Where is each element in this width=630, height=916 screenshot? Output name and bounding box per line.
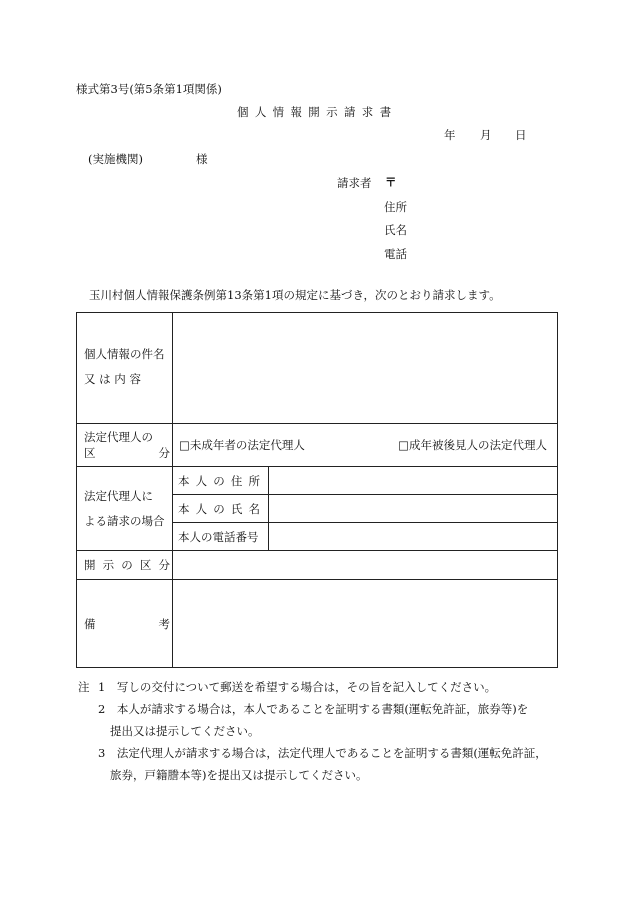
intro-text: 玉川村個人情報保護条例第13条第1項の規定に基づき，次のとおり請求します。 (89, 288, 501, 302)
checkbox-adult-ward-guardian[interactable]: □成年被後見人の法定代理人 (398, 438, 547, 452)
agent-request-label-cell (77, 467, 173, 551)
note-1-text: 1 写しの交付について郵送を希望する場合は，その旨を記入してください。 (98, 680, 497, 694)
requester-address-label: 住所 (384, 200, 407, 214)
postal-mark: 〒 (385, 175, 397, 189)
note-2-line2: 提出又は提示してください。 (110, 724, 260, 738)
disclosure-type-row (77, 551, 558, 580)
disclosure-type-label: 開 示 の 区 分 (77, 551, 173, 580)
remarks-row (77, 580, 558, 668)
subject-row (77, 313, 558, 424)
agent-type-label-cell (77, 424, 173, 467)
agent-type-label-line2: 区 分 (84, 446, 170, 460)
remarks-field[interactable] (173, 580, 558, 668)
remarks-label: 備 考 (77, 580, 173, 668)
requester-phone-label: 電話 (384, 247, 407, 261)
checkbox-minor-guardian[interactable]: □未成年者の法定代理人 (179, 438, 305, 452)
date-year-label: 年 (444, 128, 456, 142)
agent-request-label-line2: よる請求の場合 (84, 513, 165, 528)
note-3-line1: 3 法定代理人が請求する場合は，法定代理人であることを証明する書類(運転免許証， (98, 746, 547, 760)
principal-phone-label: 本人の電話番号 (173, 523, 269, 551)
principal-name-field[interactable] (269, 495, 558, 523)
form-number: 様式第3号(第5条第1項関係) (76, 82, 222, 96)
notes-section (78, 676, 558, 786)
page-title: 個人情報開示請求書 (237, 105, 398, 119)
requester-name-label: 氏名 (384, 223, 407, 237)
note-1 (78, 676, 558, 698)
requester-label: 請求者 (337, 176, 372, 190)
agent-type-label-line1: 法定代理人の (84, 430, 153, 444)
note-3-line2: 旅券，戸籍謄本等)を提出又は提示してください。 (110, 768, 368, 782)
notes-prefix: 注 (78, 680, 90, 694)
agent-type-options (173, 424, 558, 467)
agency-honorific: 様 (196, 152, 208, 166)
principal-name-label: 本 人 の 氏 名 (173, 495, 269, 523)
note-2-line1: 2 本人が請求する場合は，本人であることを証明する書類(運転免許証，旅券等)を (98, 702, 529, 716)
disclosure-type-field[interactable] (173, 551, 558, 580)
agent-type-row (77, 424, 558, 467)
subject-value-field[interactable] (173, 313, 558, 424)
principal-address-label: 本 人 の 住 所 (173, 467, 269, 495)
subject-label-line2: 又 は 内 容 (84, 372, 141, 386)
agent-request-label-line1: 法定代理人に (84, 488, 153, 503)
principal-phone-field[interactable] (269, 523, 558, 551)
date-day-label: 日 (515, 128, 527, 142)
subject-label-cell (77, 313, 173, 424)
subject-label-line1: 個人情報の件名 (84, 347, 165, 361)
principal-address-field[interactable] (269, 467, 558, 495)
request-form-table (76, 312, 558, 668)
agency-label: (実施機関) (88, 152, 143, 166)
date-month-label: 月 (480, 128, 492, 142)
principal-address-row (77, 467, 558, 495)
